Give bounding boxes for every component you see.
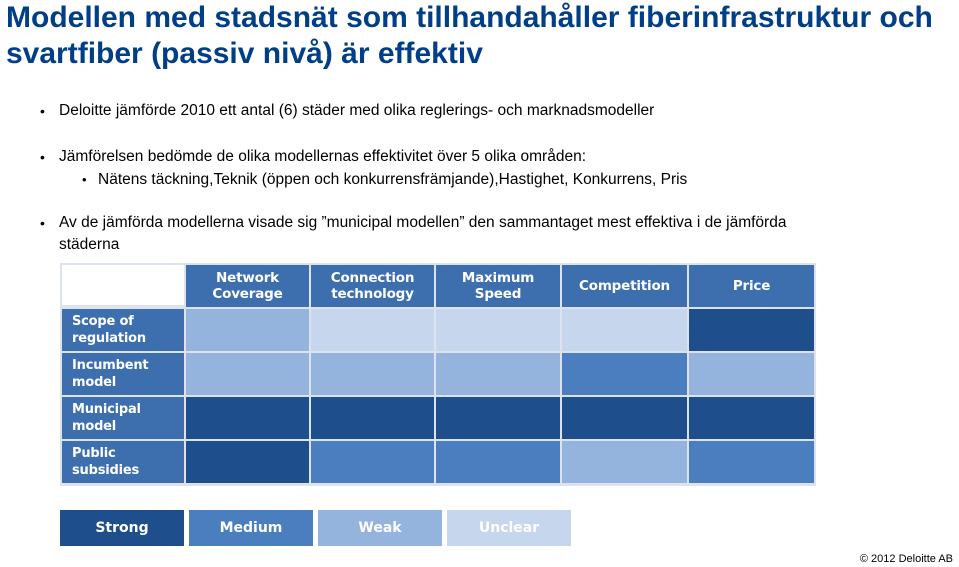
label-line: Price [732, 278, 771, 294]
evaluation-matrix [60, 263, 816, 486]
rating-cell-unclear [311, 309, 434, 351]
rating-cell-weak [562, 441, 687, 483]
bullet-icon: • [82, 172, 87, 187]
bullet-icon: • [40, 103, 45, 119]
bullet-item [40, 212, 939, 256]
label-line: Municipal [72, 402, 141, 417]
row-header [62, 397, 184, 439]
matrix-corner [62, 265, 184, 305]
rating-cell-strong [689, 309, 814, 351]
label-line: Scope of [72, 314, 134, 329]
legend-item-unclear: Unclear [447, 510, 571, 546]
rating-cell-strong [562, 397, 687, 439]
column-header [562, 265, 687, 307]
row-header [62, 441, 184, 483]
rating-cell-weak [436, 353, 560, 395]
bullet-text: Deloitte jämförde 2010 ett antal (6) städer med olika reglerings- och marknadsmodeller [59, 102, 655, 119]
label-line: model [72, 419, 117, 434]
bullet-item [40, 146, 586, 168]
label-line: Public [72, 446, 116, 461]
column-header [311, 265, 434, 307]
bullet-text-cont: städerna [59, 236, 120, 253]
rating-cell-medium [562, 353, 687, 395]
rating-cell-strong [311, 397, 434, 439]
column-header [186, 265, 309, 307]
label-line: Connection [330, 270, 415, 286]
rating-cell-weak [186, 353, 309, 395]
rating-cell-medium [689, 441, 814, 483]
copyright: © 2012 Deloitte AB [859, 553, 953, 565]
rating-cell-unclear [562, 309, 687, 351]
column-header [436, 265, 560, 307]
rating-cell-weak [689, 353, 814, 395]
row-header [62, 353, 184, 395]
rating-cell-weak [186, 309, 309, 351]
label-line: regulation [72, 331, 146, 346]
legend-item-strong: Strong [60, 510, 184, 546]
rating-cell-strong [186, 397, 309, 439]
bullet-text: Nätens täckning,Teknik (öppen och konkurrensfrämjande),Hastighet, Konkurrens, Pris [98, 171, 688, 188]
label-line: model [72, 375, 117, 390]
rating-cell-strong [436, 397, 560, 439]
rating-cell-unclear [436, 309, 560, 351]
label-line: Competition [579, 278, 670, 294]
rating-cell-strong [186, 441, 309, 483]
rating-cell-medium [436, 441, 560, 483]
bullet-text: Jämförelsen bedömde de olika modellernas effektivitet över 5 olika områden: [59, 148, 586, 165]
bullet-item [40, 100, 655, 122]
label-line: Maximum [461, 270, 535, 286]
bullet-icon: • [40, 149, 45, 165]
label-line: Coverage [212, 286, 283, 302]
label-line: Incumbent [72, 358, 149, 373]
label-line: technology [331, 286, 414, 302]
label-line: Network [216, 270, 279, 286]
bullet-icon: • [40, 215, 45, 231]
sub-bullet-item [82, 169, 688, 191]
legend-item-weak: Weak [318, 510, 442, 546]
column-header [689, 265, 814, 307]
row-header [62, 309, 184, 351]
label-line: subsidies [72, 463, 140, 478]
label-line: Speed [474, 286, 522, 302]
legend-item-medium: Medium [189, 510, 313, 546]
slide-title: Modellen med stadsnät som tillhandahåller fiberinfrastruktur och svartfiber (passiv nivå) är effektiv [6, 1, 933, 70]
bullet-text: Av de jämförda modellerna visade sig ”municipal modellen” den sammantaget mest effektiva i de jämförda [59, 214, 787, 231]
rating-cell-strong [689, 397, 814, 439]
rating-cell-medium [311, 441, 434, 483]
rating-cell-weak [311, 353, 434, 395]
